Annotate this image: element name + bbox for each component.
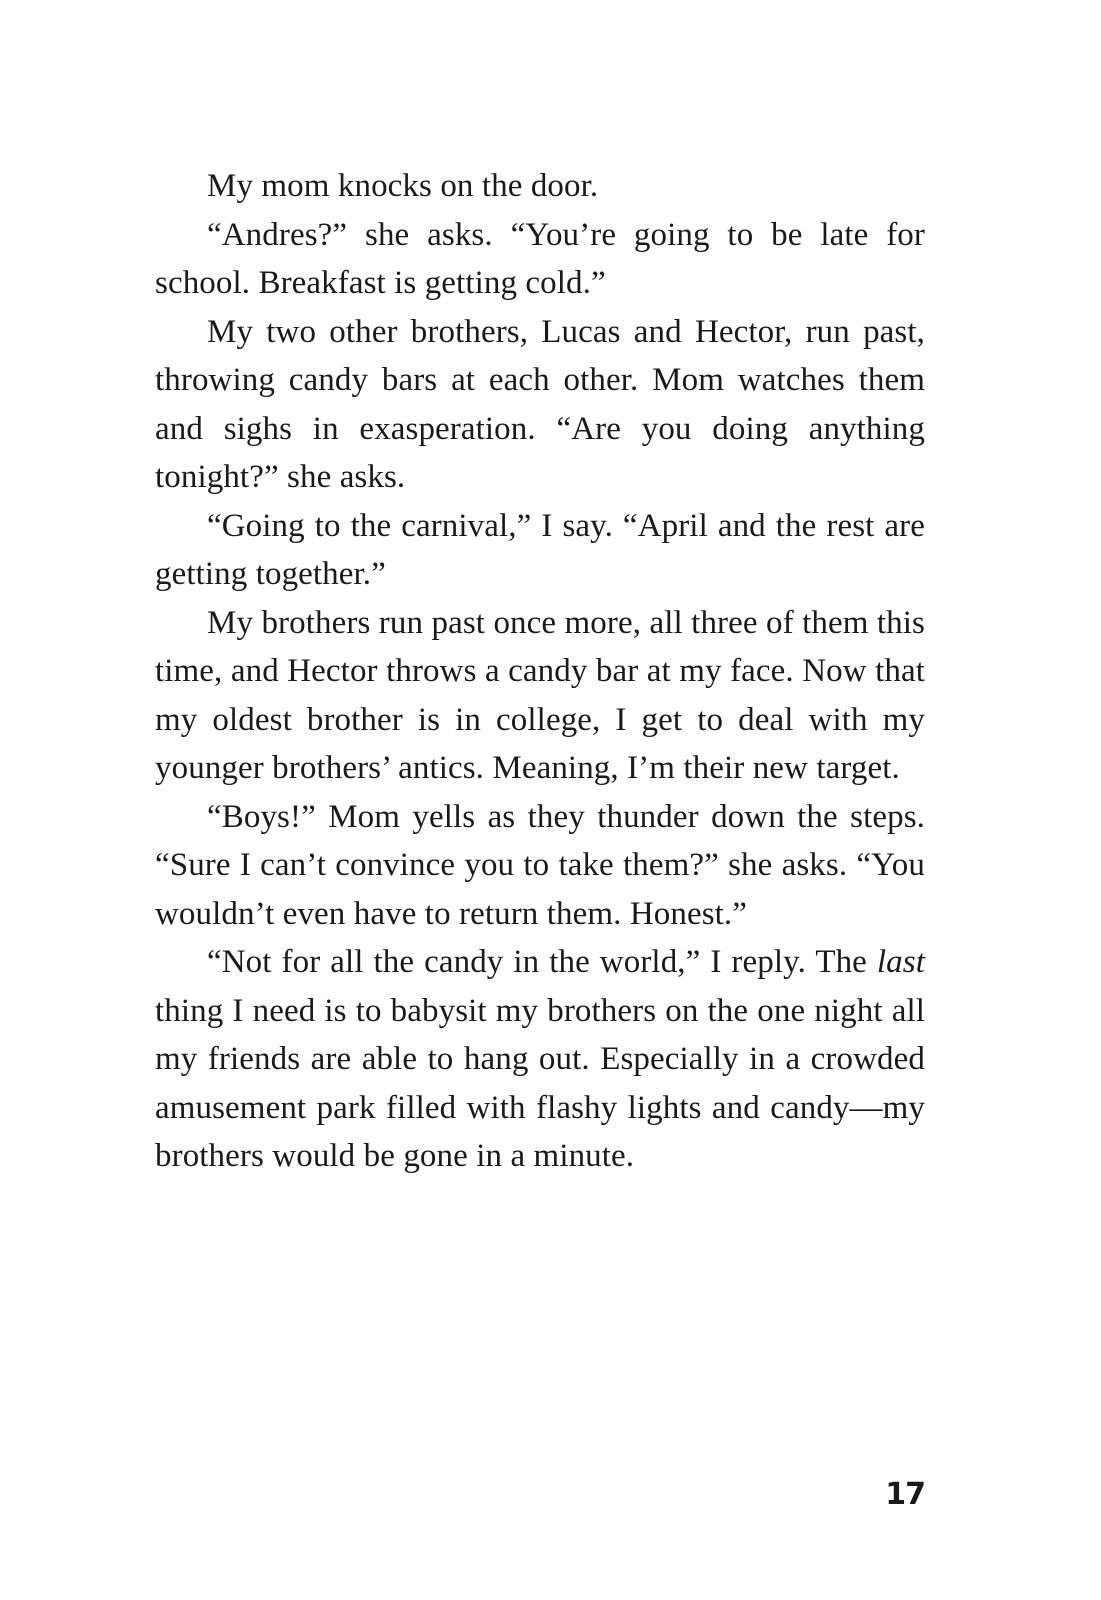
paragraph-7-lead: “Not for all the candy in the world,” I reply. The [207,944,877,980]
paragraph-1: My mom knocks on the door. [207,168,599,204]
emphasis-word: last [876,944,925,980]
page-number: 17 [885,1477,925,1512]
paragraph-2: “Andres?” she asks. “You’re going to be late for school. Breakfast is getting cold.” [155,216,925,301]
paragraph-6: “Boys!” Mom yells as they thunder down the steps. “Sure I can’t convince you to take them?” she asks. “You wouldn’t even have to return them. Honest.” [155,798,925,932]
paragraph-5: My brothers run past once more, all three of them this time, and Hector throws a candy bar at my face. Now that my oldest brother is in college, I get to deal with my younger brothers’ antics. Meaning, I’m their new target. [155,604,925,786]
paragraph-4: “Going to the carnival,” I say. “April and the rest are getting together.” [155,507,925,592]
paragraph-7 [155,938,925,1181]
paragraph-3: My two other brothers, Lucas and Hector, run past, throwing candy bars at each other. Mom watches them and sighs in exasperation. “Are you doing anything tonight?” she asks. [155,313,925,495]
paragraph-7-rest: thing I need is to babysit my brothers on the one night all my friends are able to hang out. Especially in a crowded amusement park filled with flashy lights and candy—my brothers would be gone in a minute. [155,992,925,1174]
body-text [155,162,925,1181]
